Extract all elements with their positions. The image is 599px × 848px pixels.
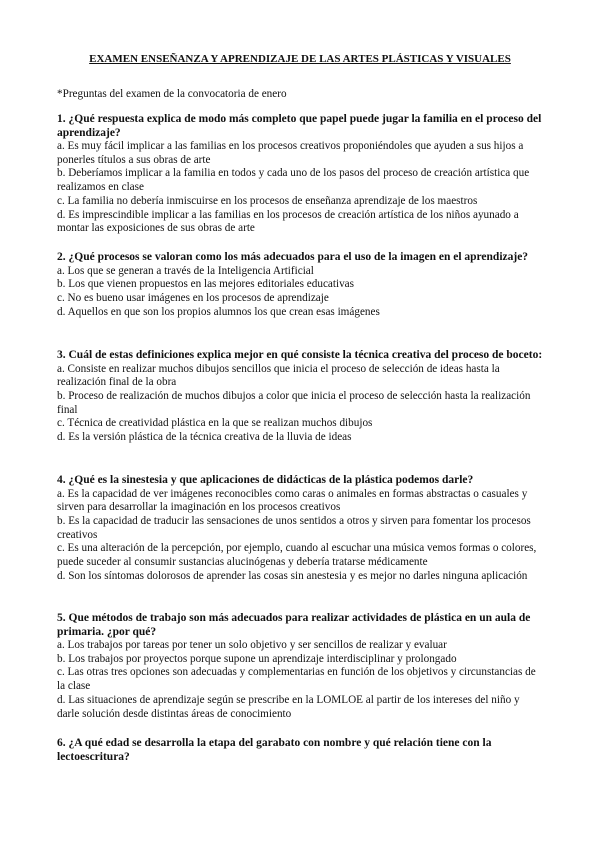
question-text: 4. ¿Qué es la sinestesia y que aplicaciones de didácticas de la plástica podemos darle? [57, 474, 474, 486]
option-a: a. Consiste en realizar muchos dibujos sencillos que inicia el proceso de selección de ideas hasta la realización final de la obra [57, 362, 500, 389]
option-a: a. Los que se generan a través de la Inteligencia Artificial [57, 264, 314, 277]
option-c: c. Técnica de creatividad plástica en la que se realizan muchos dibujos [57, 417, 373, 430]
option-d: d. Es la versión plástica de la técnica creativa de la lluvia de ideas [57, 431, 352, 444]
exam-note: *Preguntas del examen de la convocatoria de enero [57, 88, 287, 100]
option-b: b. Los trabajos por proyectos porque supone un aprendizaje interdisciplinar y prolongado [57, 652, 457, 665]
question-1 [57, 113, 543, 236]
option-c: c. La familia no debería inmiscuirse en los procesos de enseñanza aprendizaje de los maestros [57, 194, 478, 207]
question-text: 5. Que métodos de trabajo son más adecuados para realizar actividades de plástica en un aula de primaria. ¿por qué? [57, 612, 531, 638]
question-4 [57, 474, 543, 583]
option-d: d. Son los síntomas dolorosos de aprender las cosas sin anestesia y es mejor no darles ninguna aplicación [57, 569, 528, 582]
option-a: a. Los trabajos por tareas por tener un solo objetivo y ser sencillos de realizar y evaluar [57, 639, 447, 651]
option-b: b. Es la capacidad de traducir las sensaciones de unos sentidos a otros y sirven para fomentar los procesos creativos [57, 514, 531, 541]
option-b: b. Proceso de realización de muchos dibujos a color que inicia el proceso de selección hasta la realización final [57, 389, 531, 416]
option-a: a. Es muy fácil implicar a las familias en los procesos creativos proponiéndoles que ayuden a sus hijos a ponerles títulos a sus obras de arte [57, 140, 524, 166]
option-c: c. Las otras tres opciones son adecuadas y complementarias en función de los objetivos y circunstancias de la clase [57, 666, 536, 693]
question-2 [57, 251, 543, 319]
option-b: b. Los que vienen propuestos en las mejores editoriales educativas [57, 278, 355, 291]
option-a: a. Es la capacidad de ver imágenes reconocibles como caras o animales en formas abstractas o casuales y sirven para desarrollar la imaginación en los procesos creativos [57, 487, 528, 514]
question-5 [57, 612, 543, 721]
question-6 [57, 737, 543, 764]
option-d: d. Aquellos en que son los propios alumnos los que crean esas imágenes [57, 305, 380, 318]
question-3 [57, 349, 543, 445]
question-text: 2. ¿Qué procesos se valoran como los más adecuados para el uso de la imagen en el aprendizaje? [57, 251, 529, 263]
document-title: EXAMEN ENSEÑANZA Y APRENDIZAJE DE LAS ARTES PLÁSTICAS Y VISUALES [89, 53, 511, 65]
option-d: d. Es imprescindible implicar a las familias en los procesos de creación artística de los niños ayunado a montar las exposiciones de sus obras de arte [57, 208, 519, 235]
option-c: c. No es bueno usar imágenes en los procesos de aprendizaje [57, 291, 329, 304]
option-d: d. Las situaciones de aprendizaje según se prescribe en la LOMLOE al partir de los intereses del niño y darle solución desde distintas áreas de conocimiento [57, 693, 520, 720]
question-text: 3. Cuál de estas definiciones explica mejor en qué consiste la técnica creativa del proceso de boceto: [57, 349, 543, 361]
question-text: 1. ¿Qué respuesta explica de modo más completo que papel puede jugar la familia en el proceso del aprendizaje? [57, 113, 542, 139]
option-b: b. Deberíamos implicar a la familia en todos y cada uno de los pasos del proceso de creación artística que realizamos en clase [57, 167, 530, 194]
option-c: c. Es una alteración de la percepción, por ejemplo, cuando al escuchar una música vemos formas o colores, puede suceder al consumir sustancias alucinógenas y debería tratarse médicamente [57, 542, 537, 569]
question-text: 6. ¿A qué edad se desarrolla la etapa del garabato con nombre y qué relación tiene con la lectoescritura? [57, 737, 492, 763]
